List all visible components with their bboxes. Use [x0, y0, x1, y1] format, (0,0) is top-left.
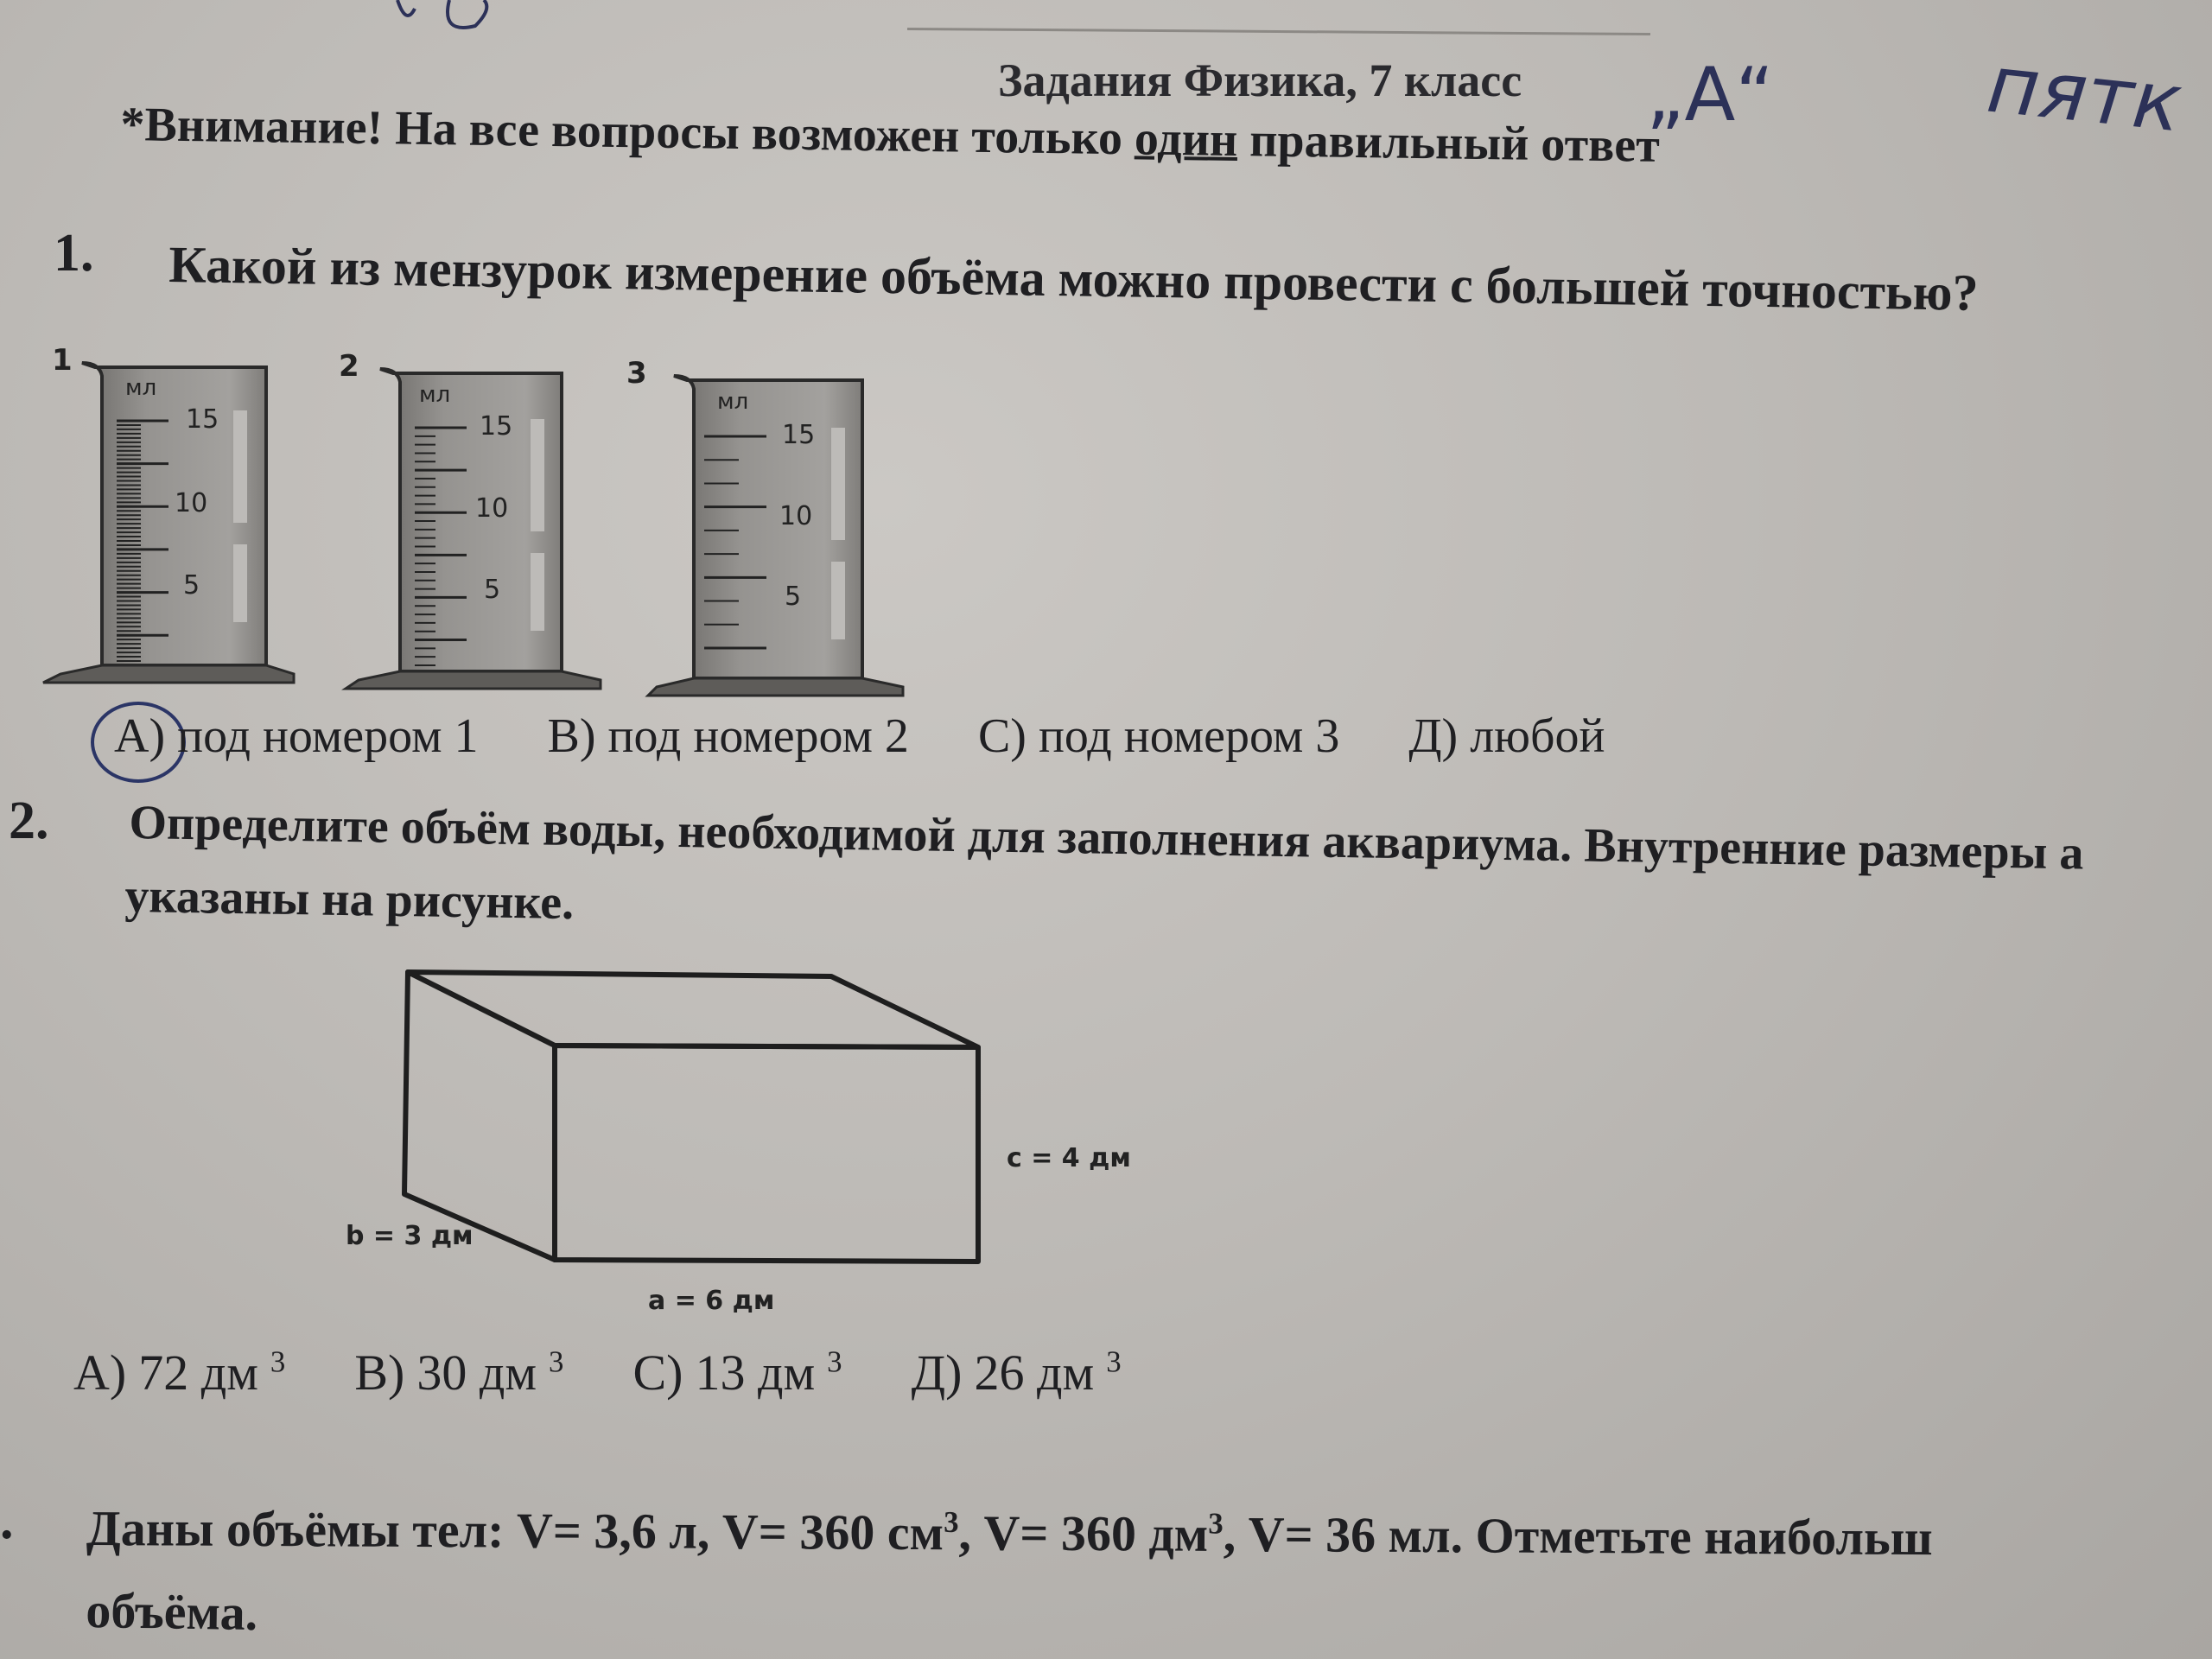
- q2-options: [73, 1344, 1134, 1402]
- cylinder-3-label: 3: [626, 356, 647, 391]
- warning-suffix: правильный ответ: [1249, 113, 1661, 173]
- q1-option-b-letter[interactable]: B): [547, 709, 596, 763]
- q2-option-c-value: 13 дм $^3$: [695, 1344, 842, 1401]
- q1-option-b-text: под номером 2: [607, 709, 909, 763]
- q3-text-line1: Даны объёмы тел: V= 3,6 л, V= 360 $см^3$, V= 360 $дм^3$, V= 36 мл. Отметьте наибольш: [86, 1500, 1933, 1567]
- header-rule: [907, 28, 1650, 35]
- q2-option-b-value: 30 дм $^3$: [416, 1344, 564, 1401]
- page-title: Задания Физика, 7 класс: [998, 54, 1522, 106]
- q2-text-line2: указаны на рисунке.: [124, 868, 575, 931]
- q1-text: Какой из мензурок измерение объёма можно провести с большей точностью?: [168, 235, 1980, 321]
- q1-option-d-letter[interactable]: Д): [1408, 709, 1459, 763]
- cylinder-3-tick-10: 10: [779, 501, 813, 531]
- cylinder-1-unit: мл: [125, 375, 157, 401]
- q2-option-c-letter[interactable]: C): [632, 1344, 683, 1401]
- warning-underlined: один: [1134, 111, 1238, 168]
- cylinder-2-label: 2: [339, 349, 359, 384]
- q1-option-d-text: любой: [1470, 709, 1605, 763]
- cylinder-1: [43, 343, 294, 683]
- cylinder-3-unit: мл: [717, 389, 749, 415]
- cylinder-2: [339, 349, 601, 689]
- q1-option-c-letter[interactable]: C): [977, 709, 1027, 763]
- q2-text-line1: Определите объём воды, необходимой для заполнения аквариума. Внутренние размеры а: [129, 795, 2084, 880]
- cylinder-2-tick-15: 15: [480, 411, 513, 442]
- q1-number: 1.: [54, 224, 94, 283]
- q1-option-a-text: под номером 1: [177, 709, 479, 763]
- q3-text-line2: объёма.: [85, 1581, 258, 1642]
- q1-option-a-letter[interactable]: A): [114, 709, 166, 763]
- q1-option-c-text: под номером 3: [1038, 709, 1340, 763]
- cylinder-1-label: 1: [52, 343, 73, 378]
- q2-number: 2.: [9, 791, 49, 850]
- q2-option-d-value: 26 дм $^3$: [974, 1344, 1122, 1401]
- top-scribble: [380, 0, 518, 43]
- warning-text: [120, 97, 1660, 174]
- dimension-c: c = 4 дм: [1007, 1143, 1131, 1173]
- cylinder-1-tick-5: 5: [183, 570, 200, 601]
- q2-option-a-letter[interactable]: A): [73, 1344, 127, 1401]
- cylinder-2-tick-10: 10: [475, 493, 509, 524]
- cylinder-3-tick-15: 15: [782, 420, 816, 450]
- cylinder-3: [626, 356, 903, 696]
- cylinder-2-tick-5: 5: [484, 575, 501, 605]
- corner-note: пятк: [1983, 37, 2186, 150]
- cylinder-3-tick-5: 5: [785, 582, 802, 612]
- dimension-b: b = 3 дм: [346, 1221, 474, 1251]
- aquarium-box: [328, 950, 1158, 1331]
- warning-prefix: *Внимание! На все вопросы возможен только: [120, 97, 1123, 166]
- q2-option-b-letter[interactable]: B): [354, 1344, 405, 1401]
- cylinder-1-tick-10: 10: [175, 488, 208, 518]
- q2-option-a-value: 72 дм $^3$: [138, 1344, 286, 1401]
- q3-number: .: [0, 1491, 14, 1550]
- cylinder-1-tick-15: 15: [186, 404, 219, 435]
- grade-mark: „А“: [1646, 52, 1774, 138]
- cylinder-2-unit: мл: [419, 382, 451, 408]
- measuring-cylinders: [35, 341, 925, 704]
- q2-option-d-letter[interactable]: Д): [911, 1344, 963, 1401]
- q1-options: [114, 709, 1617, 764]
- dimension-a: a = 6 дм: [648, 1286, 775, 1316]
